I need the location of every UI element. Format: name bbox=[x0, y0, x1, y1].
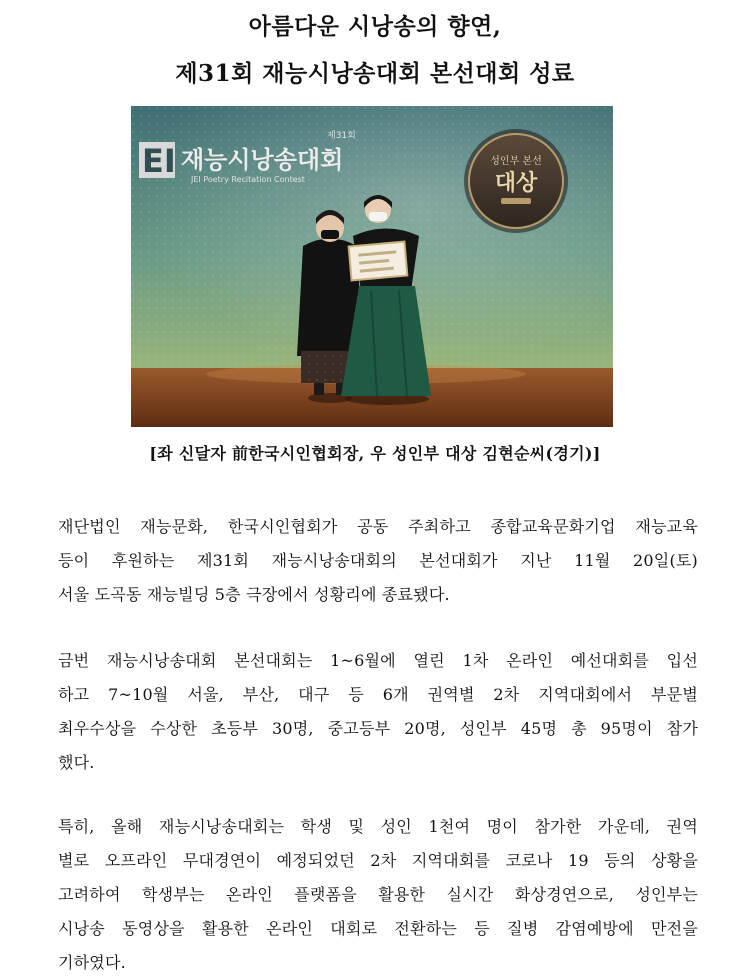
paragraph-2 bbox=[58, 644, 698, 780]
badge-category: 성인부 본선 bbox=[490, 156, 542, 167]
paragraph-line: 특히, 올해 재능시낭송대회는 학생 및 성인 1천여 명이 참가한 가운데, 권역 bbox=[58, 817, 698, 836]
paragraph-line: 했다. bbox=[58, 753, 95, 772]
paragraph-line: 서울 도곡동 재능빌딩 5층 극장에서 성황리에 종료됐다. bbox=[58, 585, 450, 604]
award-badge bbox=[464, 129, 568, 233]
paragraph-line: 최우수상을 수상한 초등부 30명, 중고등부 20명, 성인부 45명 총 95명이 참가 bbox=[58, 719, 698, 738]
paragraph-line: 별로 오프라인 무대경연이 예정되었던 2차 지역대회를 코로나 19 등의 상황을 bbox=[58, 851, 698, 870]
award-photo bbox=[131, 106, 613, 427]
paragraph-line: 기하였다. bbox=[58, 953, 126, 972]
banner-edition: 제31회 bbox=[327, 131, 356, 141]
paragraph-line: 하고 7~10월 서울, 부산, 대구 등 6개 권역별 2차 지역대회에서 부문별 bbox=[58, 685, 698, 704]
paragraph-line: 금번 재능시낭송대회 본선대회는 1~6월에 열린 1차 온라인 예선대회를 입선 bbox=[58, 651, 698, 670]
photo-caption: [좌 신달자 前한국시인협회장, 우 성인부 대상 김현순씨(경기)] bbox=[149, 444, 601, 463]
paragraph-3 bbox=[58, 810, 698, 980]
svg-text:EI: EI bbox=[142, 142, 176, 180]
paragraph-line: 시낭송 동영상을 활용한 온라인 대회로 전환하는 등 질병 감염예방에 만전을 bbox=[58, 919, 698, 938]
badge-grand-prize: 대상 bbox=[494, 171, 538, 196]
paragraph-line: 재단법인 재능문화, 한국시인협회가 공동 주최하고 종합교육문화기업 재능교육 bbox=[58, 517, 698, 536]
headline-line-2: 제31회 재능시낭송대회 본선대회 성료 bbox=[175, 60, 575, 87]
banner-title: 재능시낭송대회 bbox=[181, 146, 344, 174]
paragraph-line: 고려하여 학생부는 온라인 플랫폼을 활용한 실시간 화상경연으로, 성인부는 bbox=[58, 885, 698, 904]
paragraph-1 bbox=[58, 510, 698, 612]
headline-line-1: 아름다운 시낭송의 향연, bbox=[248, 13, 502, 40]
paragraph-line: 등이 후원하는 제31회 재능시낭송대회의 본선대회가 지난 11월 20일(토) bbox=[58, 551, 698, 570]
banner-subtitle: JEI Poetry Recitation Contest bbox=[191, 175, 305, 184]
